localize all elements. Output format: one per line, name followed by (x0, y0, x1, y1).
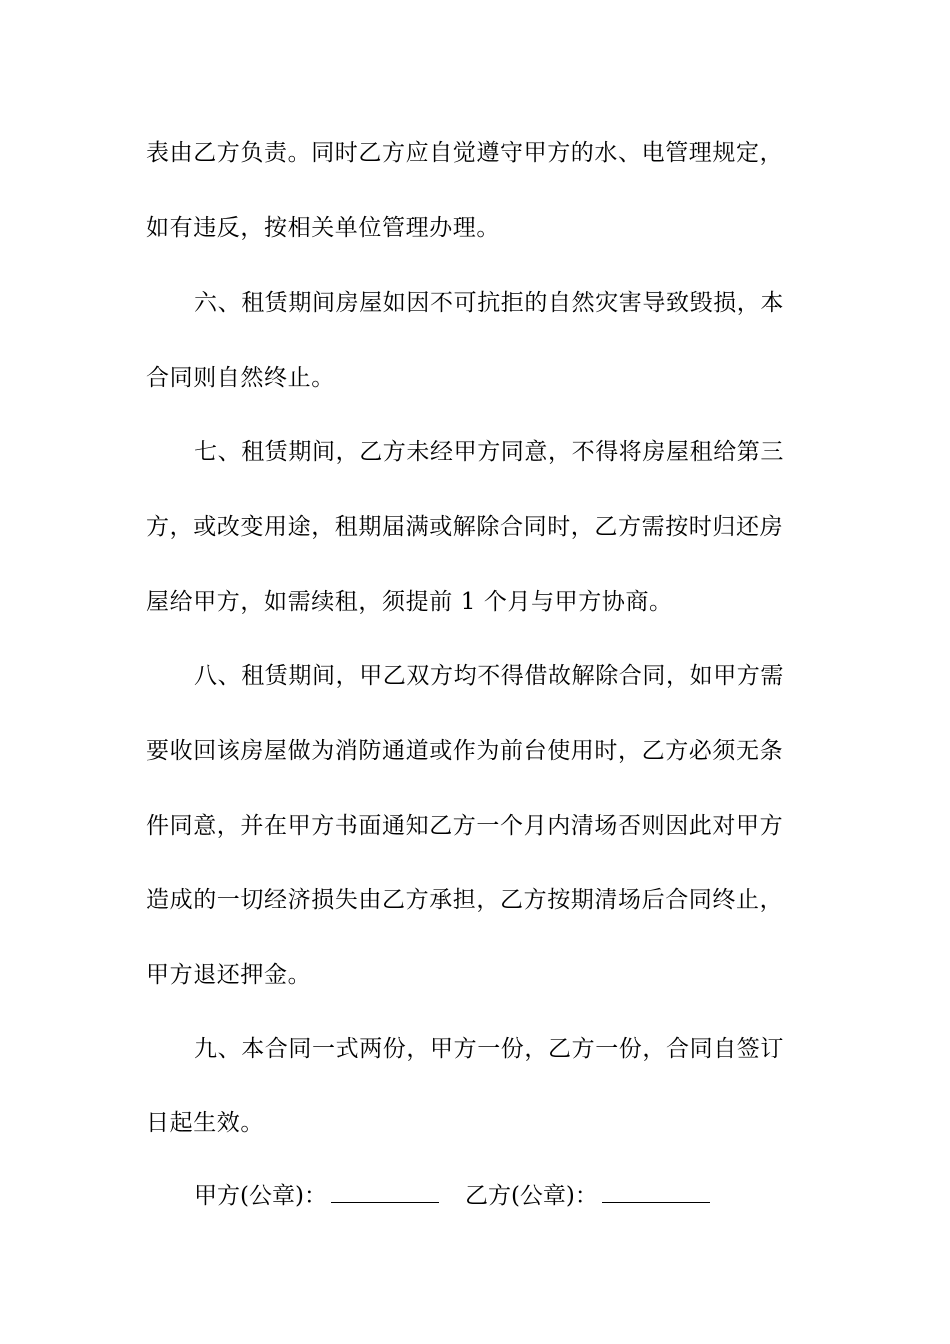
clause-6-line: 合同则自然终止。 (146, 365, 335, 391)
party-a-signature-blank (331, 1180, 439, 1203)
clause-7-line: 屋给甲方，如需续租，须提前 1 个月与甲方协商。 (146, 589, 673, 615)
clause-6-line: 六、租赁期间房屋如因不可抗拒的自然灾害导致毁损，本 (194, 290, 784, 316)
clause-8-line: 造成的一切经济损失由乙方承担，乙方按期清场后合同终止， (146, 887, 784, 913)
paragraph-line: 表由乙方负责。同时乙方应自觉遵守甲方的水、电管理规定， (146, 140, 784, 166)
clause-8-line: 八、租赁期间，甲乙双方均不得借故解除合同，如甲方需 (194, 663, 784, 689)
clause-8-line: 要收回该房屋做为消防通道或作为前台使用时，乙方必须无条 (146, 738, 784, 764)
party-b-signature-blank (602, 1180, 710, 1203)
party-a-seal-label: 甲方(公章)： (194, 1183, 327, 1209)
paragraph-line: 如有违反，按相关单位管理办理。 (146, 215, 500, 241)
party-b-seal-label: 乙方(公章)： (464, 1183, 598, 1209)
clause-8-line: 甲方退还押金。 (146, 962, 312, 988)
clause-8-line: 件同意，并在甲方书面通知乙方一个月内清场否则因此对甲方 (146, 813, 784, 839)
signature-row (194, 1180, 710, 1211)
clause-9-line: 日起生效。 (146, 1110, 264, 1136)
clause-7-line: 方，或改变用途，租期届满或解除合同时，乙方需按时归还房 (146, 514, 784, 540)
clause-7-line: 七、租赁期间，乙方未经甲方同意，不得将房屋租给第三 (194, 439, 784, 465)
clause-9-line: 九、本合同一式两份，甲方一份，乙方一份，合同自签订 (194, 1036, 784, 1062)
